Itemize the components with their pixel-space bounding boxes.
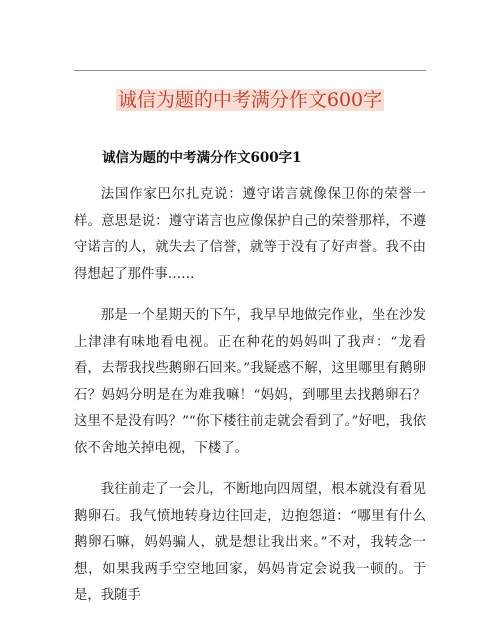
- document-title-text: 诚信为题的中考满分作文600字: [117, 89, 383, 111]
- paragraph: 我往前走了一会儿，不断地向四周望，根本就没有看见鹅卵石。我气愤地转身边往回走，边抱怨道：“哪里有什么鹅卵石嘛，妈妈骗人，就是想让我出来。”不对，我转念一想，如果我两手空空地回家，妈妈肯定会说我一顿的。于是，我随手: [74, 482, 426, 603]
- header-divider: [74, 70, 426, 71]
- document-body: [74, 182, 426, 625]
- document-title: [0, 86, 500, 114]
- section-heading: 诚信为题的中考满分作文600字1: [102, 150, 302, 166]
- paragraph: 那是一个星期天的下午，我早早地做完作业，坐在沙发上津津有味地看电视。正在种花的妈妈叫了我声：“龙看看，去帮我找些鹅卵石回来。”我疑惑不解，这里哪里有鹅卵石？妈妈分明是在为难我嘛！“妈妈，到哪里去找鹅卵石？这里不是没有吗？”“你下楼往前走就会看到了。”好吧，我依依不舍地关掉电视，下楼了。: [74, 308, 426, 456]
- paragraph: 法国作家巴尔扎克说：遵守诺言就像保卫你的荣誉一样。意思是说：遵守诺言也应像保护自己的荣誉那样，不遵守诺言的人，就失去了信誉，就等于没有了好声誉。我不由得想起了那件事……: [74, 187, 426, 282]
